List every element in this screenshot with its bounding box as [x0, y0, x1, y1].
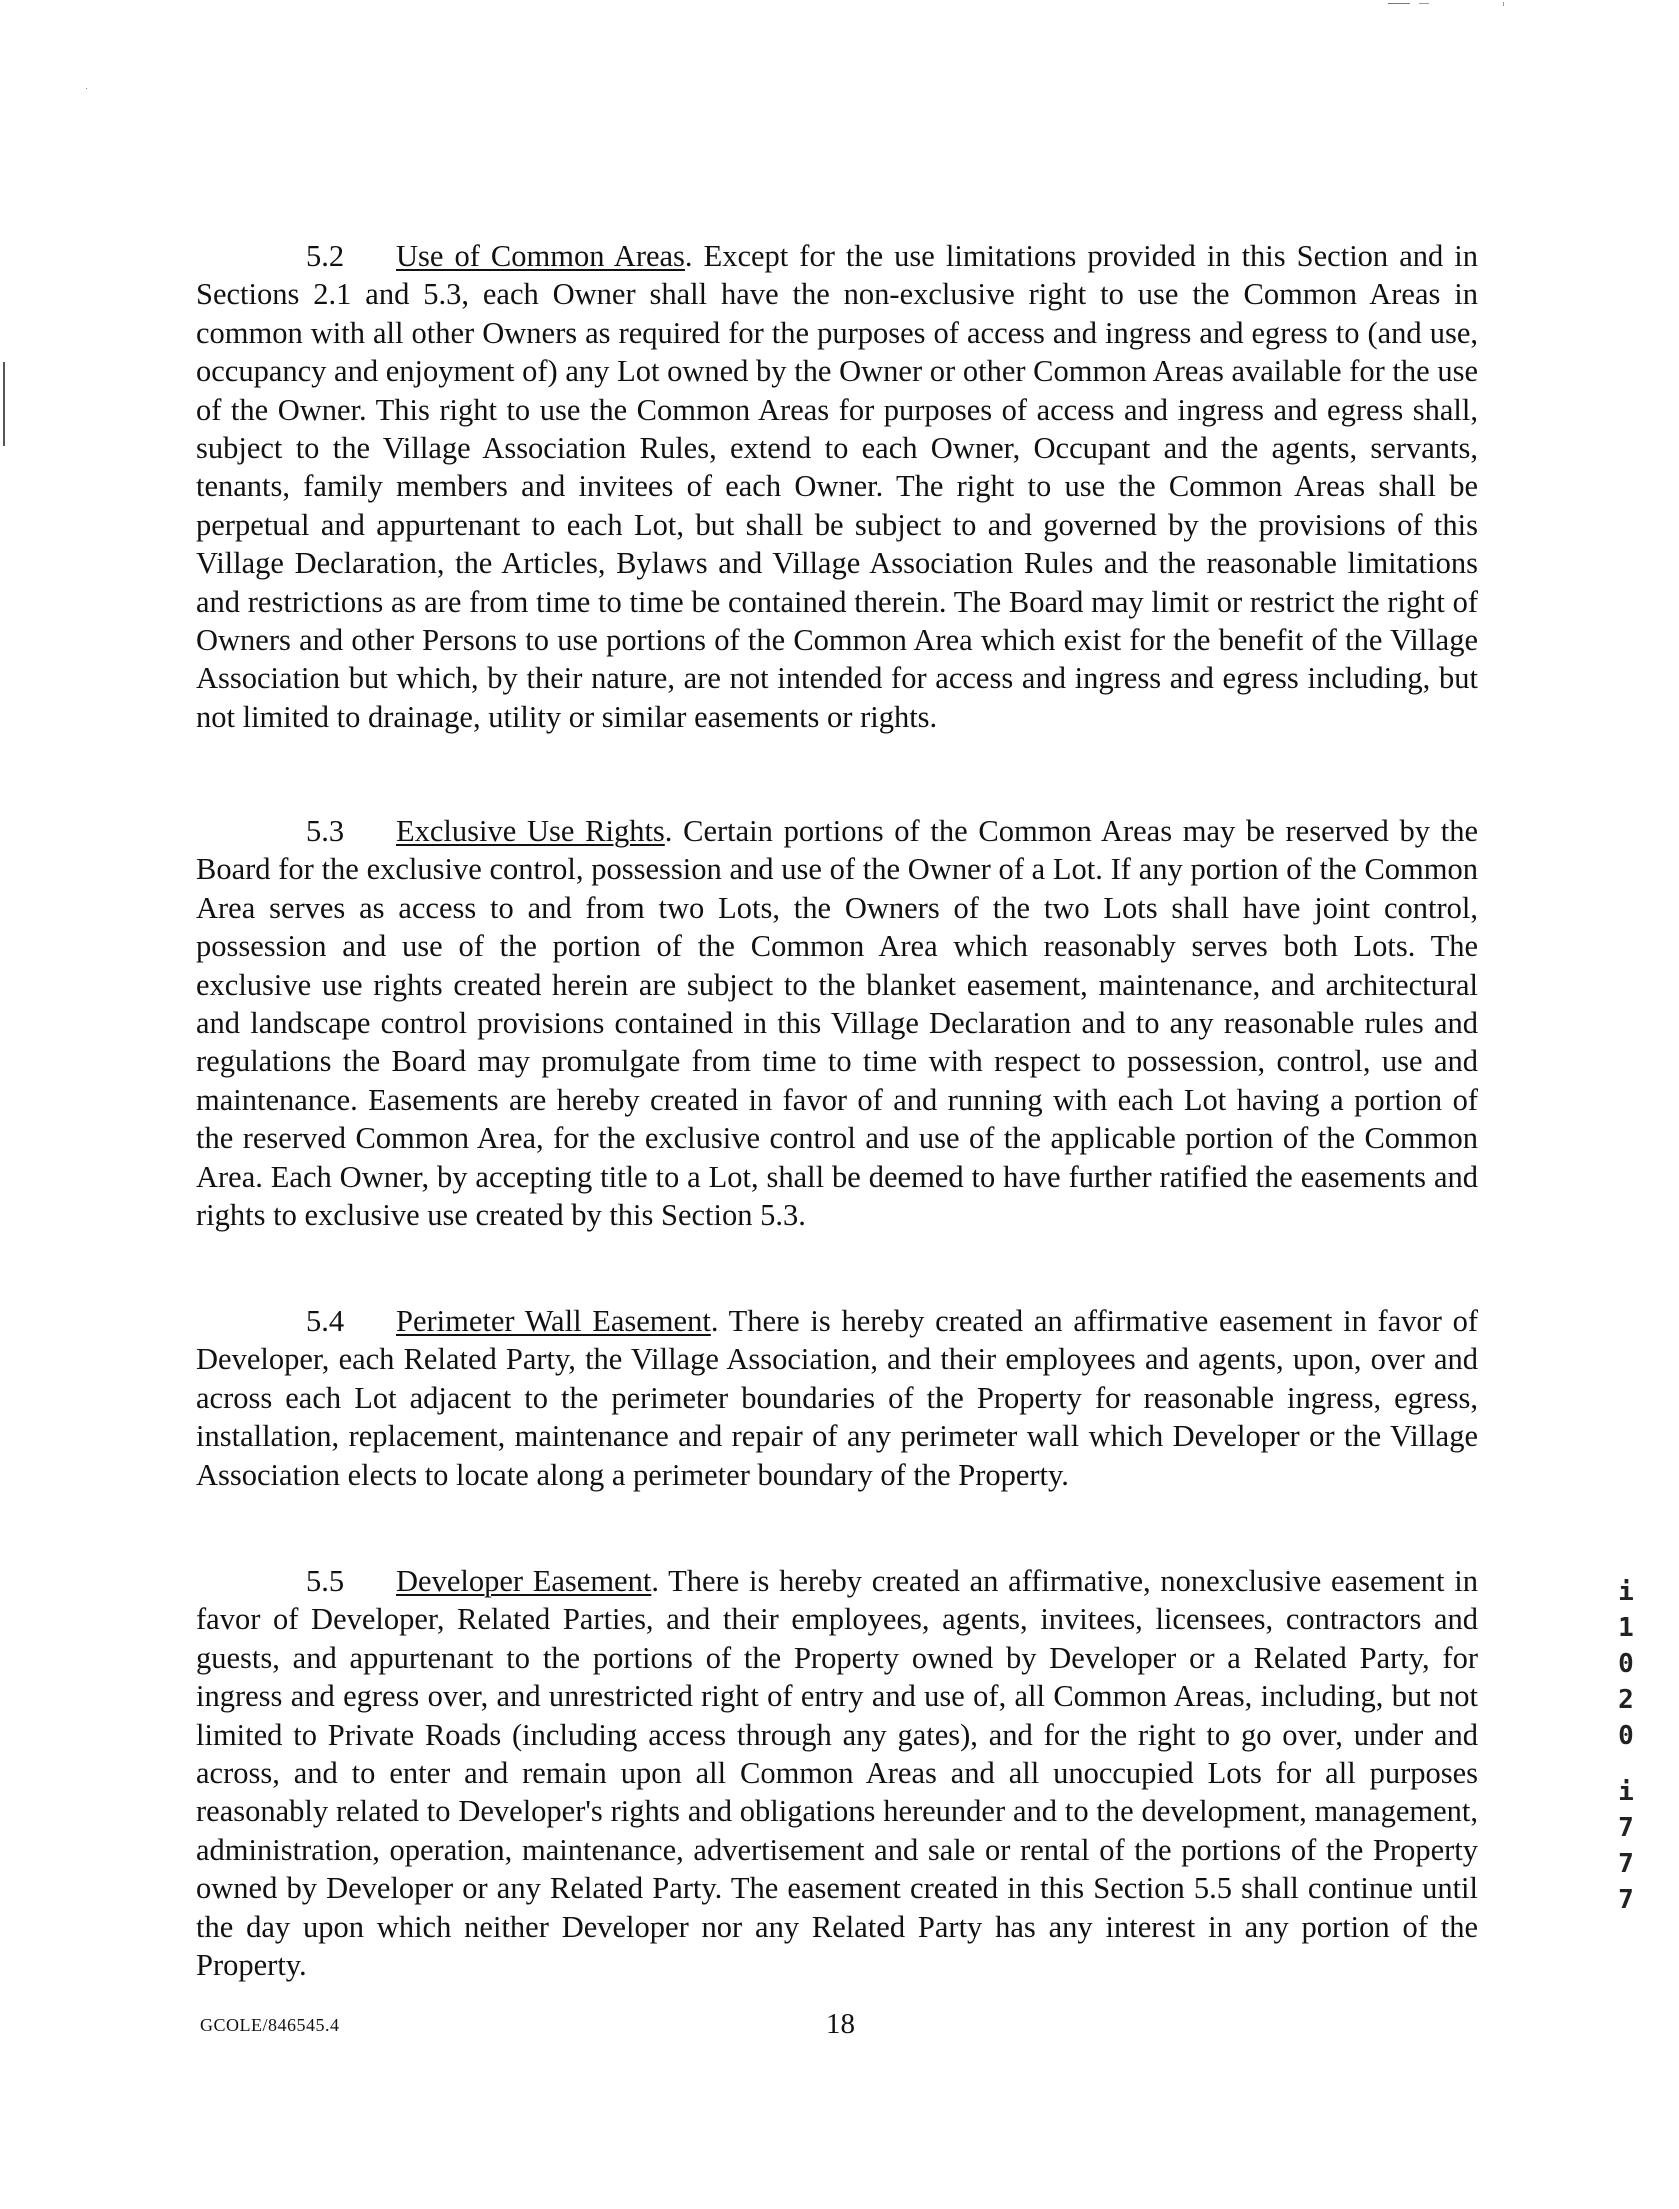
scan-artifact-left-bar: [3, 362, 5, 446]
stamp-digit: 7: [1618, 1885, 1634, 1915]
stamp-digit: i: [1618, 1577, 1634, 1607]
stamp-digit: 2: [1618, 1685, 1634, 1715]
section-5-4: [196, 1302, 1478, 1494]
section-number: 5.3: [306, 814, 345, 848]
section-body: . There is hereby created an affirmative easement in favor of Developer, each Related Party, the Village Association, and their employees and agents, upon, over and across each Lot adjacent to the perimeter boundaries of the Property for reasonable ingress, egress, installation, replacement, maintenance and repair of any perimeter wall which Developer or the Village Association elects to locate along a perimeter boundary of the Property.: [196, 1304, 1479, 1492]
stamp-digit: 7: [1618, 1849, 1634, 1879]
section-body: . Certain portions of the Common Areas may be reserved by the Board for the exclusive control, possession and use of the Owner of a Lot. If any portion of the Common Area serves as access to and from two Lots, the Owners of the two Lots shall have joint control, possession and use of the portion of the Common Area which reasonably serves both Lots. The exclusive use rights created herein are subject to the blanket easement, maintenance, and architectural and landscape control provisions contained in this Village Declaration and to any reasonable rules and regulations the Board may promulgate from time to time with respect to possession, control, use and maintenance. Easements are hereby created in favor of and running with each Lot having a portion of the reserved Common Area, for the exclusive control and use of the applicable portion of the Common Area. Each Owner, by accepting title to a Lot, shall be deemed to have further ratified the easements and rights to exclusive use created by this Section 5.3.: [196, 814, 1478, 1233]
section-title: Exclusive Use Rights: [396, 814, 665, 848]
section-5-2: [196, 237, 1478, 736]
section-body: . There is hereby created an affirmative, nonexclusive easement in favor of Developer, Related Parties, and their employees, agents, invitees, licensees, contractors and guests, and appurtenant to the portions of the Property owned by Developer or a Related Party, for ingress and egress over, and unrestricted right of entry and use of, all Common Areas, including, but not limited to Private Roads (including access through any gates), and for the right to go over, under and across, and to enter and remain upon all Common Areas and all unoccupied Lots for all purposes reasonably related to Developer's rights and obligations hereunder and to the development, management, administration, operation, maintenance, advertisement and sale or rental of the portions of the Property owned by Developer or any Related Party. The easement created in this Section 5.5 shall continue until the day upon which neither Developer nor any Related Party has any interest in any portion of the Property.: [196, 1564, 1478, 1983]
stamp-digit: 1: [1618, 1613, 1634, 1643]
section-number: 5.4: [306, 1304, 345, 1338]
section-title: Use of Common Areas: [396, 239, 685, 273]
margin-stamp-group-a: [1611, 1574, 1641, 1754]
scan-artifact-top-mark: [1388, 3, 1410, 4]
stamp-digit: 7: [1618, 1813, 1634, 1843]
section-title: Perimeter Wall Easement: [396, 1304, 711, 1338]
page-number: 18: [826, 2008, 855, 2040]
stamp-digit: i: [1618, 1777, 1634, 1807]
section-5-5: [196, 1562, 1478, 1984]
scan-artifact-top-mark: [1503, 2, 1504, 6]
section-number: 5.2: [306, 239, 345, 273]
scan-artifact-top-mark: [1419, 3, 1429, 4]
stamp-digit: 0: [1618, 1649, 1634, 1679]
section-title: Developer Easement: [396, 1564, 652, 1598]
footer-document-id: GCOLE/846545.4: [200, 2015, 340, 2035]
section-number: 5.5: [306, 1564, 345, 1598]
stamp-digit: 0: [1618, 1721, 1634, 1751]
scan-artifact-dot: [86, 88, 87, 89]
section-body: . Except for the use limitations provided in this Section and in Sections 2.1 and 5.3, each Owner shall have the non-exclusive right to use the Common Areas in common with all other Owners as required for the purposes of access and ingress and egress to (and use, occupancy and enjoyment of) any Lot owned by the Owner or other Common Areas available for the use of the Owner. This right to use the Common Areas for purposes of access and ingress and egress shall, subject to the Village Association Rules, extend to each Owner, Occupant and the agents, servants, tenants, family members and invitees of each Owner. The right to use the Common Areas shall be perpetual and appurtenant to each Lot, but shall be subject to and governed by the provisions of this Village Declaration, the Articles, Bylaws and Village Association Rules and the reasonable limitations and restrictions as are from time to time be contained therein. The Board may limit or restrict the right of Owners and other Persons to use portions of the Common Area which exist for the benefit of the Village Association but which, by their nature, are not intended for access and ingress and egress including, but not limited to drainage, utility or similar easements or rights.: [196, 239, 1478, 734]
section-5-3: [196, 812, 1478, 1234]
margin-stamp-group-b: [1611, 1774, 1641, 1918]
